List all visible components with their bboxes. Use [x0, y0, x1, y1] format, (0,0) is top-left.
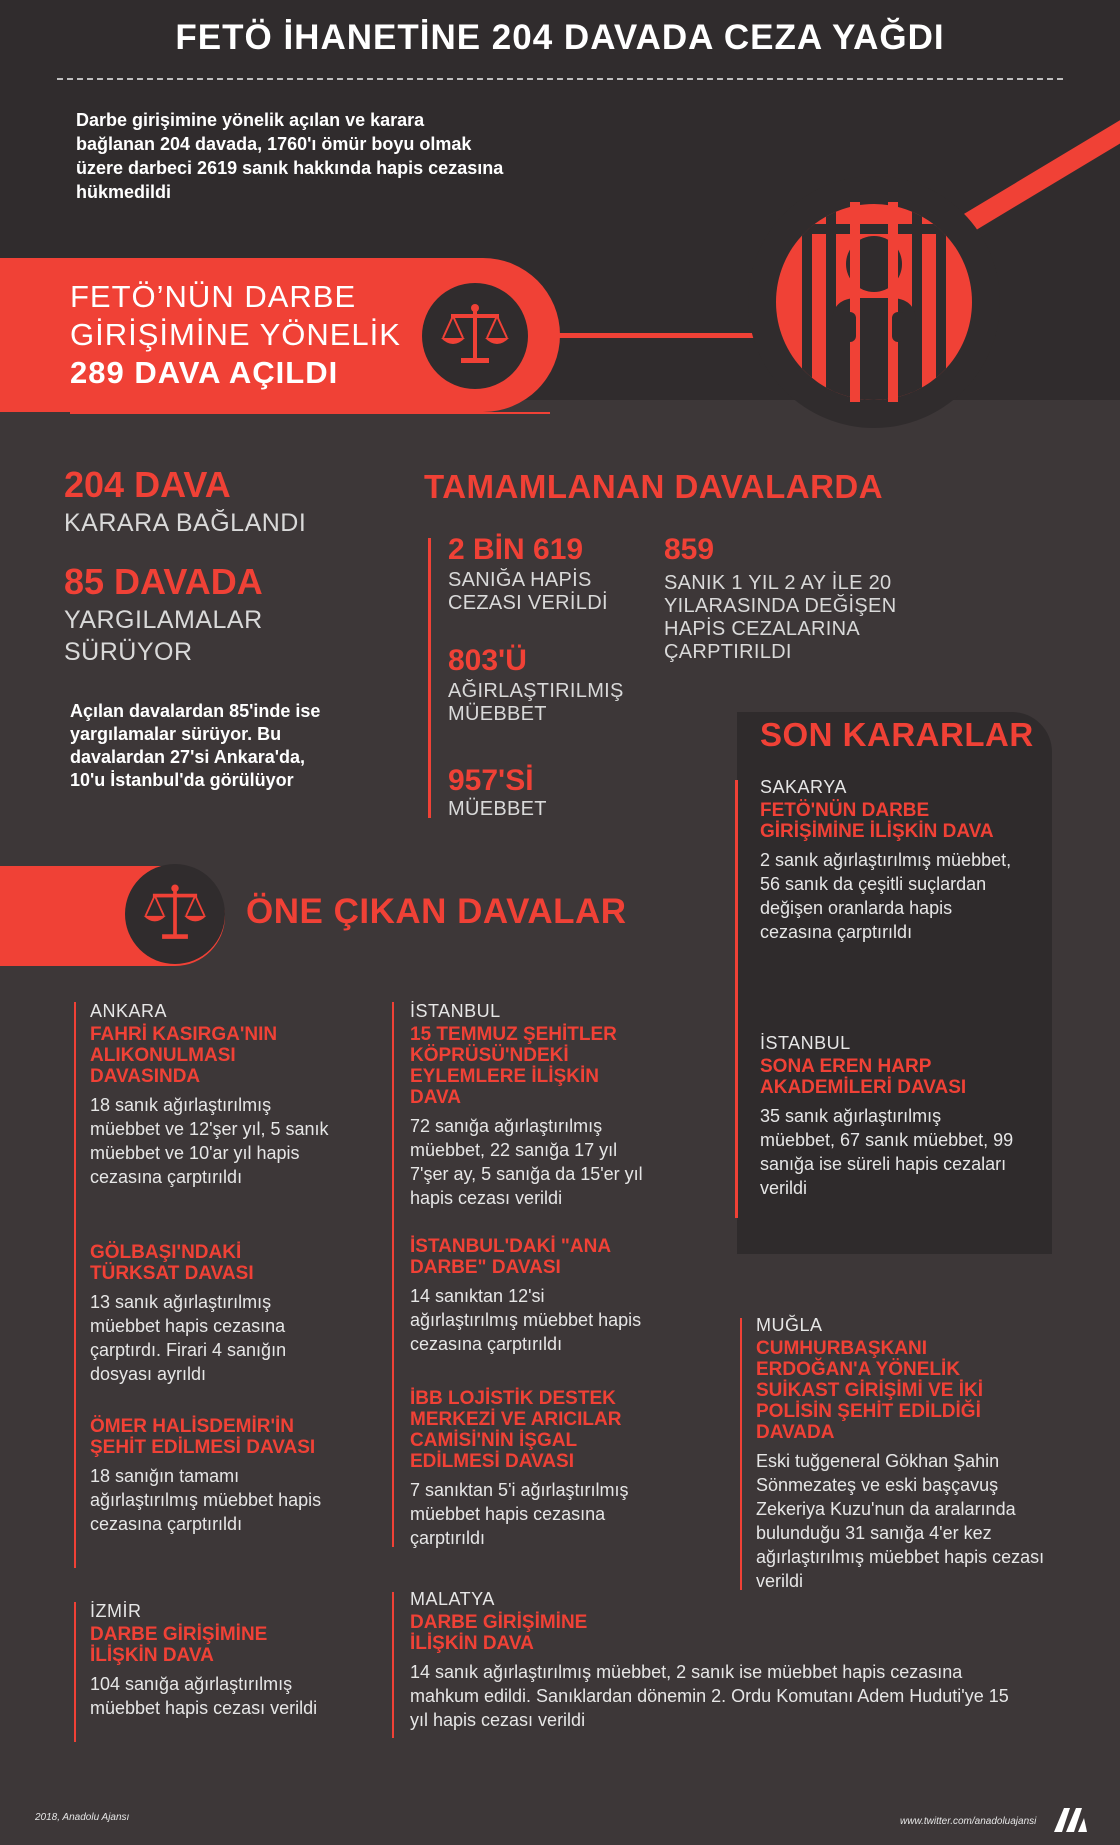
ongoing-label-1: YARGILAMALAR	[64, 606, 263, 634]
son-karar-istanbul	[760, 1032, 1020, 1200]
case-title: FETÖ'NÜN DARBE GİRİŞİMİNE İLİŞKİN DAVA	[760, 800, 994, 842]
case-city: MUĞLA	[756, 1315, 823, 1335]
band1-line1: FETÖ’NÜN DARBE	[70, 279, 357, 314]
case-izmir	[90, 1600, 330, 1720]
case-body: 14 sanık ağırlaştırılmış müebbet, 2 sanık ise müebbet hapis cezasına mahkum edildi. Sanıklardan dönemin 2. Ordu Komutanı Adem Huduti'ye 15 yıl hapis cezası verildi	[410, 1662, 1009, 1730]
case-body: 72 sanığa ağırlaştırılmış müebbet, 22 sanığa 17 yıl 7'şer ay, 5 sanığa da 15'er yıl hapis cezası verildi	[410, 1116, 643, 1208]
scale-icon	[422, 283, 528, 389]
case-city: MALATYA	[410, 1589, 495, 1609]
case-body: 35 sanık ağırlaştırılmış müebbet, 67 sanık müebbet, 99 sanığa ise süreli hapis cezaları verildi	[760, 1106, 1014, 1198]
scale-icon-2	[125, 864, 225, 964]
footer-credit: 2018, Anadolu Ajansı	[35, 1812, 130, 1823]
stat-agg-txt-1: AĞIRLAŞTIRILMIŞ	[448, 680, 624, 702]
case-city: İSTANBUL	[760, 1033, 851, 1053]
band1-line3: 289 DAVA AÇILDI	[70, 355, 339, 390]
case-city: ANKARA	[90, 1001, 168, 1021]
case-title: FAHRİ KASIRGA'NIN ALIKONULMASI DAVASINDA	[90, 1024, 278, 1087]
band1-line2: GİRİŞİMİNE YÖNELİK	[70, 317, 401, 352]
decided-label: KARARA BAĞLANDI	[64, 509, 307, 537]
malatya-divider	[392, 1592, 394, 1738]
completed-divider	[428, 538, 431, 818]
case-golbasi	[90, 1240, 330, 1386]
case-title: 15 TEMMUZ ŞEHİTLER KÖPRÜSÜ'NDEKİ EYLEMLERE İLİŞKİN DAVA	[410, 1024, 617, 1108]
band1-text	[70, 278, 430, 392]
completed-title: TAMAMLANAN DAVALARDA	[424, 468, 884, 505]
stat-life-txt: MÜEBBET	[448, 798, 547, 820]
footer-twitter: www.twitter.com/anadoluajansi	[900, 1816, 1037, 1827]
case-body: 18 sanığın tamamı ağırlaştırılmış müebbet hapis cezasına çarptırıldı	[90, 1466, 322, 1534]
son-karar-sakarya	[760, 776, 1020, 944]
case-body: Eski tuğgeneral Gökhan Şahin Sönmezateş ve eski başçavuş Zekeriya Kuzu'nun da aralarında bulunduğu 31 sanığa 4'er kez ağırlaştırılmış müebbet hapis cezası verildi	[756, 1451, 1045, 1591]
decided-count: 204 DAVA	[64, 464, 231, 505]
case-fahri-kasirga	[90, 1000, 340, 1189]
stat-term-num: 859	[664, 533, 715, 566]
title-divider	[57, 78, 1063, 80]
col1-divider	[74, 1002, 76, 1568]
son-kararlar-divider	[735, 780, 738, 1218]
izmir-divider	[74, 1602, 76, 1742]
page-title: FETÖ İHANETİNE 204 DAVADA CEZA YAĞDI	[175, 18, 945, 57]
stat-total-txt-2: CEZASI VERİLDİ	[448, 592, 608, 614]
case-body: 2 sanık ağırlaştırılmış müebbet, 56 sanık da çeşitli suçlardan değişen oranlarda hapis cezasına çarptırıldı	[760, 850, 1012, 942]
stat-life-num: 957'Sİ	[448, 764, 534, 797]
stat-agg-num: 803'Ü	[448, 644, 527, 677]
case-body: 18 sanık ağırlaştırılmış müebbet ve 12'şer yıl, 5 sanık müebbet ve 10'ar yıl hapis cezasına çarptırıldı	[90, 1095, 329, 1187]
case-body: 13 sanık ağırlaştırılmış müebbet hapis cezasına çarptırdı. Firari 4 sanığın dosyası ayrıldı	[90, 1292, 287, 1384]
col2-divider	[392, 1002, 394, 1547]
case-body: 104 sanığa ağırlaştırılmış müebbet hapis cezası verildi	[90, 1674, 318, 1718]
case-title: DARBE GİRİŞİMİNE İLİŞKİN DAVA	[90, 1624, 268, 1666]
case-title: İSTANBUL'DAKİ "ANA DARBE" DAVASI	[410, 1236, 611, 1278]
aa-logo-icon	[1052, 1804, 1088, 1834]
intro-text: Darbe girişimine yönelik açılan ve karara bağlanan 204 davada, 1760'ı ömür boyu olmak üzere darbeci 2619 sanık hakkında hapis cezasına hükmedildi	[76, 110, 504, 202]
case-city: SAKARYA	[760, 777, 847, 797]
one-cikan-title: ÖNE ÇIKAN DAVALAR	[246, 892, 627, 931]
stat-total-num: 2 BİN 619	[448, 533, 584, 566]
case-ana-darbe	[410, 1234, 650, 1356]
stat-term-txt: SANIK 1 YIL 2 AY İLE 20 YILARASINDA DEĞİŞEN HAPİS CEZALARINA ÇARPTIRILDI	[664, 572, 897, 663]
case-title: DARBE GİRİŞİMİNE İLİŞKİN DAVA	[410, 1612, 588, 1654]
case-title: İBB LOJİSTİK DESTEK MERKEZİ VE ARICILAR CAMİSİ'NİN İŞGAL EDİLMESİ DAVASI	[410, 1388, 622, 1472]
case-body: 14 sanıktan 12'si ağırlaştırılmış müebbet hapis cezasına çarptırıldı	[410, 1286, 642, 1354]
case-title: GÖLBAŞI'NDAKİ TÜRKSAT DAVASI	[90, 1242, 254, 1284]
band-underline	[70, 412, 550, 414]
case-malatya	[410, 1588, 1010, 1732]
case-title: CUMHURBAŞKANI ERDOĞAN'A YÖNELİK SUİKAST GİRİŞİMİ VE İKİ POLİSİN ŞEHİT EDİLDİĞİ DAVADA	[756, 1338, 983, 1443]
prisoner-icon	[748, 176, 1000, 428]
ongoing-label-2: SÜRÜYOR	[64, 638, 193, 666]
case-title: SONA EREN HARP AKADEMİLERİ DAVASI	[760, 1056, 967, 1098]
connector-line	[558, 333, 768, 338]
ongoing-note: Açılan davalardan 85'inde ise yargılamalar sürüyor. Bu davalardan 27'si Ankara'da, 10'u İstanbul'da görülüyor	[70, 701, 321, 790]
mugla-divider	[740, 1318, 742, 1590]
case-15-temmuz	[410, 1000, 650, 1210]
case-body: 7 sanıktan 5'i ağırlaştırılmış müebbet hapis cezasına çarptırıldı	[410, 1480, 629, 1548]
stat-total-txt-1: SANIĞA HAPİS	[448, 569, 592, 591]
case-city: İZMİR	[90, 1601, 142, 1621]
son-kararlar-title: SON KARARLAR	[760, 716, 1034, 753]
ongoing-count: 85 DAVADA	[64, 561, 263, 602]
stat-agg-txt-2: MÜEBBET	[448, 703, 547, 725]
case-omer-halisdemir	[90, 1414, 330, 1536]
case-city: İSTANBUL	[410, 1001, 501, 1021]
case-title: ÖMER HALİSDEMİR'İN ŞEHİT EDİLMESİ DAVASI	[90, 1416, 316, 1458]
case-ibb-lojistik	[410, 1386, 650, 1550]
case-mugla	[756, 1314, 1046, 1593]
